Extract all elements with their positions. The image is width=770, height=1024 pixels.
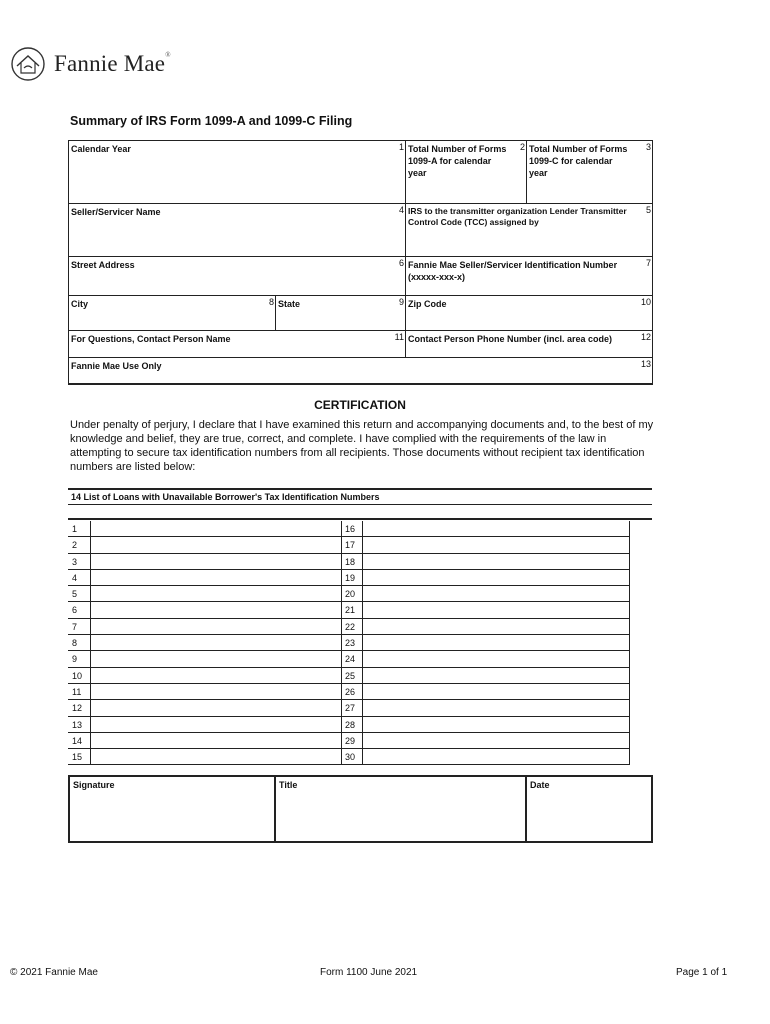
street-address-field[interactable]: Street Address 6 [68, 256, 406, 296]
loan-row-number: 28 [342, 717, 362, 733]
loan-number-input[interactable] [90, 749, 342, 765]
loan-number-input[interactable] [90, 537, 342, 553]
signature-field[interactable]: Signature [68, 775, 276, 843]
loan-row-number: 1 [68, 521, 90, 537]
loans-list-header: 14 List of Loans with Unavailable Borrower's Tax Identification Numbers [68, 488, 652, 505]
loan-number-input[interactable] [90, 668, 342, 684]
loan-number-input[interactable] [90, 521, 342, 537]
loan-row-number: 25 [342, 668, 362, 684]
contact-phone-field[interactable]: Contact Person Phone Number (incl. area code) 12 [405, 330, 653, 358]
loan-number-input[interactable] [362, 749, 630, 765]
fannie-mae-use-only-field: Fannie Mae Use Only 13 [68, 357, 653, 385]
loan-row-number: 11 [68, 684, 90, 700]
loan-row-number: 14 [68, 733, 90, 749]
seller-id-field[interactable]: Fannie Mae Seller/Servicer Identification Number (xxxxx-xxx-x) 7 [405, 256, 653, 296]
certification-text: Under penalty of perjury, I declare that I have examined this return and accompanying documents and, to the best of my knowledge and belief, they are true, correct, and complete. I have complied with the requirements of the law in attempting to secure tax identification numbers from all recipients. Those documents without recipient tax identification numbers are listed below: [70, 419, 654, 473]
loan-row-number: 8 [68, 635, 90, 651]
loans-list-divider [68, 518, 652, 520]
loan-row-number: 20 [342, 586, 362, 602]
loan-row-number: 7 [68, 619, 90, 635]
loan-number-input[interactable] [90, 570, 342, 586]
loan-row-number: 18 [342, 554, 362, 570]
loan-row-number: 16 [342, 521, 362, 537]
loan-row-number: 3 [68, 554, 90, 570]
loan-row-number: 27 [342, 700, 362, 716]
loan-number-input[interactable] [362, 717, 630, 733]
loan-row-number: 24 [342, 651, 362, 667]
state-field[interactable]: State 9 [275, 295, 406, 331]
city-field[interactable]: City 8 [68, 295, 276, 331]
loan-number-input[interactable] [362, 733, 630, 749]
loan-row-number: 22 [342, 619, 362, 635]
loan-number-input[interactable] [362, 684, 630, 700]
date-field[interactable]: Date [525, 775, 653, 843]
footer-form-id: Form 1100 June 2021 [320, 967, 418, 978]
loan-number-input[interactable] [90, 684, 342, 700]
loan-number-input[interactable] [362, 619, 630, 635]
loan-number-input[interactable] [362, 651, 630, 667]
loan-row-number: 19 [342, 570, 362, 586]
loan-number-input[interactable] [362, 554, 630, 570]
loan-number-input[interactable] [90, 602, 342, 618]
loan-row-number: 17 [342, 537, 362, 553]
loan-number-input[interactable] [90, 554, 342, 570]
loan-number-input[interactable] [362, 586, 630, 602]
calendar-year-field[interactable]: Calendar Year 1 [68, 140, 406, 204]
footer-copyright: © 2021 Fannie Mae [10, 967, 98, 978]
loan-number-input[interactable] [362, 521, 630, 537]
fannie-mae-logo [10, 46, 171, 82]
fannie-mae-house-icon [10, 46, 46, 82]
loan-row-number: 9 [68, 651, 90, 667]
certification-title: CERTIFICATION [314, 398, 406, 412]
loan-number-input[interactable] [362, 668, 630, 684]
total-1099a-field[interactable]: Total Number of Forms 1099-A for calendar year 2 [405, 140, 527, 204]
form-title: Summary of IRS Form 1099-A and 1099-C Filing [70, 114, 353, 128]
loan-number-input[interactable] [90, 700, 342, 716]
loan-row-number: 10 [68, 668, 90, 684]
loan-number-input[interactable] [90, 635, 342, 651]
loan-row-number: 21 [342, 602, 362, 618]
footer-page-number: Page 1 of 1 [676, 967, 728, 978]
loan-row-number: 5 [68, 586, 90, 602]
loan-number-input[interactable] [90, 619, 342, 635]
loan-number-input[interactable] [362, 602, 630, 618]
loan-number-input[interactable] [90, 717, 342, 733]
total-1099c-field[interactable]: Total Number of Forms 1099-C for calendar year 3 [526, 140, 653, 204]
loan-row-number: 30 [342, 749, 362, 765]
loan-row-number: 4 [68, 570, 90, 586]
loan-row-number: 26 [342, 684, 362, 700]
loan-number-input[interactable] [90, 586, 342, 602]
loan-number-input[interactable] [362, 700, 630, 716]
zip-code-field[interactable]: Zip Code 10 [405, 295, 653, 331]
loan-number-input[interactable] [362, 635, 630, 651]
loan-row-number: 6 [68, 602, 90, 618]
loan-number-input[interactable] [90, 651, 342, 667]
loan-row-number: 13 [68, 717, 90, 733]
logo-text: Fannie Mae® [54, 51, 171, 76]
tcc-field[interactable]: IRS to the transmitter organization Lender Transmitter Control Code (TCC) assigned by 5 [405, 203, 653, 257]
seller-servicer-name-field[interactable]: Seller/Servicer Name 4 [68, 203, 406, 257]
loan-number-input[interactable] [90, 733, 342, 749]
loan-row-number: 29 [342, 733, 362, 749]
loan-number-input[interactable] [362, 570, 630, 586]
title-field[interactable]: Title [274, 775, 527, 843]
loan-row-number: 12 [68, 700, 90, 716]
loan-number-input[interactable] [362, 537, 630, 553]
loan-row-number: 23 [342, 635, 362, 651]
loan-row-number: 2 [68, 537, 90, 553]
contact-name-field[interactable]: For Questions, Contact Person Name 11 [68, 330, 406, 358]
loan-row-number: 15 [68, 749, 90, 765]
